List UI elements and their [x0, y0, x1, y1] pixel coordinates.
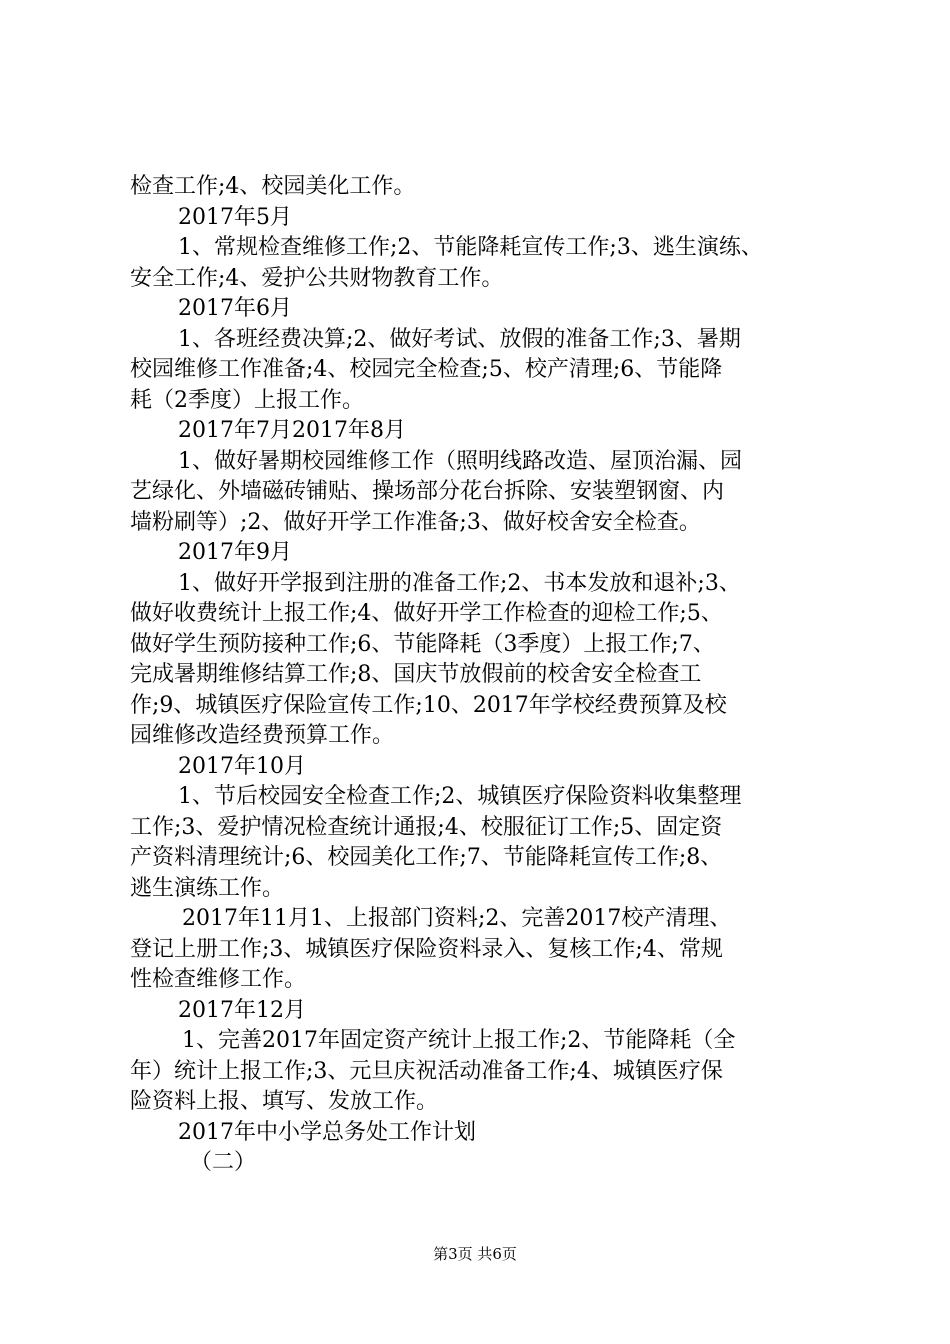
text-line: 墙粉刷等）;2、做好开学工作准备;3、做好校舍安全检查。 [130, 509, 701, 535]
text-line: 年）统计上报工作;3、元旦庆祝活动准备工作;4、城镇医疗保 [130, 1058, 723, 1084]
text-line: 2017年中小学总务处工作计划 [178, 1119, 476, 1145]
text-line: 险资料上报、填写、发放工作。 [130, 1089, 439, 1114]
text-line: 1、完善2017年固定资产统计上报工作;2、节能降耗（全 [182, 1028, 736, 1053]
text-line: 艺绿化、外墙磁砖铺贴、操场部分花台拆除、安装塑钢窗、内 [130, 479, 725, 504]
text-line: 做好学生预防接种工作;6、节能降耗（3季度）上报工作;7、 [130, 631, 715, 657]
text-line: 作;9、城镇医疗保险宣传工作;10、2017年学校经费预算及校 [130, 692, 727, 718]
page-footer: 第3页 共6页 [433, 1245, 517, 1263]
text-line: 性检查维修工作。 [130, 967, 307, 992]
text-line: 2017年9月 [178, 540, 292, 565]
document-body [130, 172, 830, 1179]
text-line: 做好收费统计上报工作;4、做好开学工作检查的迎检工作;5、 [130, 601, 723, 626]
text-line: 2017年7月2017年8月 [178, 418, 406, 443]
text-line: 登记上册工作;3、城镇医疗保险资料录入、复核工作;4、常规 [130, 936, 723, 962]
text-line: 1、节后校园安全检查工作;2、城镇医疗保险资料收集整理 [178, 784, 742, 809]
text-line: 1、做好开学报到注册的准备工作;2、书本发放和退补;3、 [178, 570, 741, 596]
text-line: 1、常规检查维修工作;2、节能降耗宣传工作;3、逃生演练、 [178, 235, 763, 260]
text-line: 1、做好暑期校园维修工作（照明线路改造、屋顶治漏、园 [178, 448, 742, 474]
text-line: 2017年6月 [178, 296, 292, 321]
text-line: 校园维修工作准备;4、校园完全检查;5、校产清理;6、节能降 [130, 357, 723, 382]
text-line: 逃生演练工作。 [130, 875, 285, 901]
text-line: 2017年5月 [178, 204, 292, 230]
text-line: 产资料清理统计;6、校园美化工作;7、节能降耗宣传工作;8、 [130, 845, 723, 870]
text-line: 安全工作;4、爱护公共财物教育工作。 [130, 265, 504, 291]
text-line: 园维修改造经费预算工作。 [130, 723, 395, 748]
text-line: 耗（2季度）上报工作。 [130, 387, 364, 413]
text-line: 完成暑期维修结算工作;8、国庆节放假前的校舍安全检查工 [130, 662, 702, 687]
text-line: 2017年12月 [178, 997, 306, 1023]
text-line: 2017年10月 [178, 753, 306, 779]
text-line: 2017年11月1、上报部门资料;2、完善2017校产清理、 [182, 906, 732, 931]
text-line: 工作;3、爱护情况检查统计通报;4、校服征订工作;5、固定资 [130, 814, 723, 840]
text-line: （二） [190, 1150, 257, 1175]
text-line: 1、各班经费决算;2、做好考试、放假的准备工作;3、暑期 [178, 326, 741, 352]
text-line: 检查工作;4、校园美化工作。 [130, 174, 416, 199]
